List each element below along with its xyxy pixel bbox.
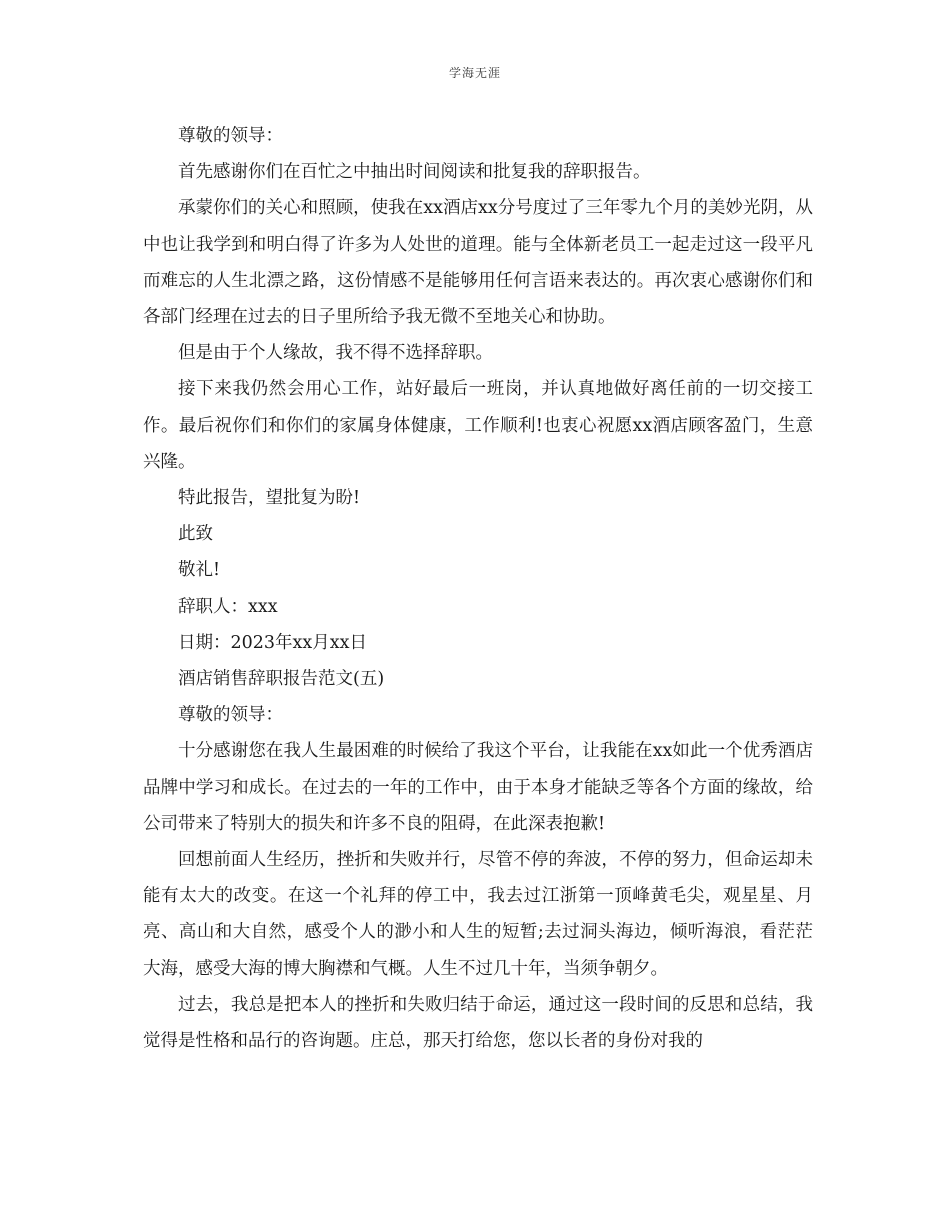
closing-line: 此致 <box>178 524 213 545</box>
paragraph: 接下来我仍然会用心工作，站好最后一班岗，并认真地做好离任前的一切交接工作。最后祝你们和你们的家属身体健康，工作顺利!也衷心祝愿xx酒店顾客盈门，生意兴隆。 <box>143 379 813 472</box>
salutation: 尊敬的领导： <box>178 705 283 726</box>
closing-line: 敬礼! <box>178 560 221 581</box>
paragraph: 过去，我总是把本人的挫折和失败归结于命运，通过这一段时间的反思和总结，我觉得是性格和品行的咨询题。庄总，那天打给您，您以长者的身份对我的 <box>143 994 813 1052</box>
paragraph: 回想前面人生经历，挫折和失败并行，尽管不停的奔波，不停的努力，但命运却未能有太大的改变。在这一个礼拜的停工中，我去过江浙第一顶峰黄毛尖，观星星、月亮、高山和大自然，感受个人的渺小和人生的短暂;去过洞头海边，倾听海浪，看茫茫大海，感受大海的博大胸襟和气概。人生不过几十年，当须争朝夕。 <box>143 850 813 979</box>
paragraph: 首先感谢你们在百忙之中抽出时间阅读和批复我的辞职报告。 <box>178 162 651 183</box>
signature-line: 辞职人：xxx <box>178 596 278 617</box>
paragraph: 承蒙你们的关心和照顾，使我在xx酒店xx分号度过了三年零九个月的美妙光阴，从中也让我学到和明白得了许多为人处世的道理。能与全体新老员工一起走过这一段平凡而难忘的人生北漂之路，这份情感不是能够用任何言语来表达的。再次衷心感谢你们和各部门经理在过去的日子里所给予我无微不至地关心和协助。 <box>143 198 813 328</box>
paragraph: 十分感谢您在我人生最困难的时候给了我这个平台，让我能在xx如此一个优秀酒店品牌中学习和成长。在过去的一年的工作中，由于本身才能缺乏等各个方面的缘故，给公司带来了特别大的损失和许多不良的阻碍，在此深表抱歉! <box>143 741 813 834</box>
paragraph: 特此报告，望批复为盼! <box>178 488 361 509</box>
salutation: 尊敬的领导： <box>178 126 283 146</box>
document-body <box>143 118 813 1059</box>
section-title: 酒店销售辞职报告范文(五) <box>178 669 385 690</box>
date-line: 日期：2023年xx月xx日 <box>178 632 368 653</box>
paragraph: 但是由于个人缘故，我不得不选择辞职。 <box>178 343 493 364</box>
page-header: 学海无涯 <box>448 66 501 80</box>
